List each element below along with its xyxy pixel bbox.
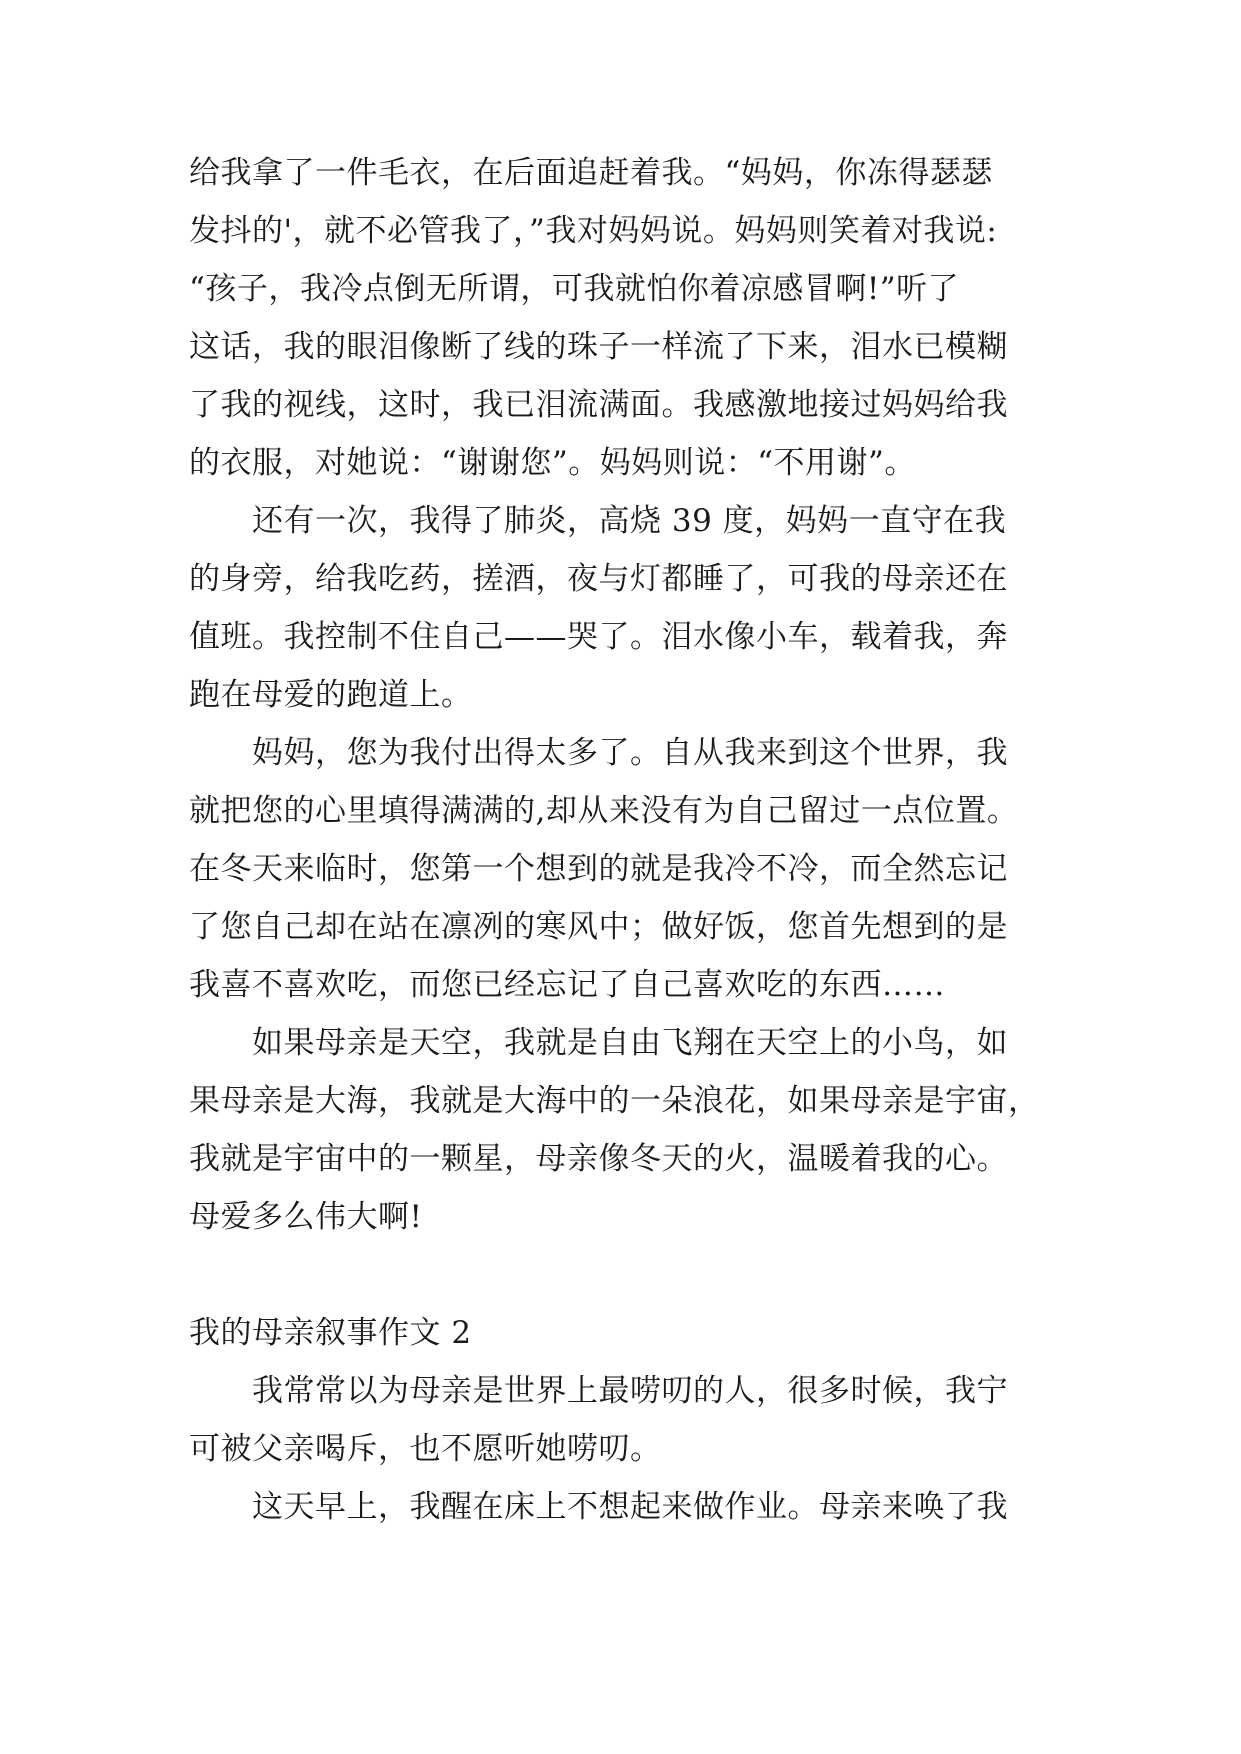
paragraph-line: 了您自己却在站在凛冽的寒风中；做好饭，您首先想到的是 xyxy=(189,909,1008,945)
paragraph-line: 这话，我的眼泪像断了线的珠子一样流了下来，泪水已模糊 xyxy=(189,329,1008,365)
paragraph-line: 我常常以为母亲是世界上最唠叨的人，很多时候，我宁 xyxy=(252,1373,1008,1409)
paragraph-line: 如果母亲是天空，我就是自由飞翔在天空上的小鸟，如 xyxy=(252,1025,1008,1061)
paragraph-line: 母爱多么伟大啊! xyxy=(189,1199,423,1235)
paragraph-line: “孩子，我冷点倒无所谓，可我就怕你着凉感冒啊!”听了 xyxy=(189,271,960,307)
paragraph-line: 我就是宇宙中的一颗星，母亲像冬天的火，温暖着我的心。 xyxy=(189,1141,1008,1177)
paragraph-line: 我喜不喜欢吃，而您已经忘记了自己喜欢吃的东西…… xyxy=(189,967,945,1003)
paragraph-line: 了我的视线，这时，我已泪流满面。我感激地接过妈妈给我 xyxy=(189,387,1008,423)
paragraph-line: 给我拿了一件毛衣，在后面追赶着我。“妈妈，你冻得瑟瑟 xyxy=(189,155,993,191)
paragraph-line: 妈妈，您为我付出得太多了。自从我来到这个世界，我 xyxy=(252,735,1008,771)
paragraph-line: 的身旁，给我吃药，搓酒，夜与灯都睡了，可我的母亲还在 xyxy=(189,561,1008,597)
paragraph-line: 跑在母爱的跑道上。 xyxy=(189,677,473,713)
paragraph-line: 可被父亲喝斥，也不愿听她唠叨。 xyxy=(189,1431,662,1467)
paragraph-line: 在冬天来临时，您第一个想到的就是我冷不冷，而全然忘记 xyxy=(189,851,1008,887)
paragraph-line: 果母亲是大海，我就是大海中的一朵浪花，如果母亲是宇宙， xyxy=(189,1083,1040,1119)
section-heading: 我的母亲叙事作文 2 xyxy=(189,1315,472,1351)
paragraph-line: 值班。我控制不住自己——哭了。泪水像小车，载着我，奔 xyxy=(189,619,1008,655)
paragraph-line: 发抖的'，就不必管我了，”我对妈妈说。妈妈则笑着对我说: xyxy=(189,213,998,249)
paragraph-line: 还有一次，我得了肺炎，高烧 39 度，妈妈一直守在我 xyxy=(252,503,1007,539)
paragraph-line: 的衣服，对她说：“谢谢您”。妈妈则说：“不用谢”。 xyxy=(189,445,916,481)
paragraph-line: 这天早上，我醒在床上不想起来做作业。母亲来唤了我 xyxy=(252,1489,1008,1525)
paragraph-line: 就把您的心里填得满满的,却从来没有为自己留过一点位置。 xyxy=(189,793,1019,829)
